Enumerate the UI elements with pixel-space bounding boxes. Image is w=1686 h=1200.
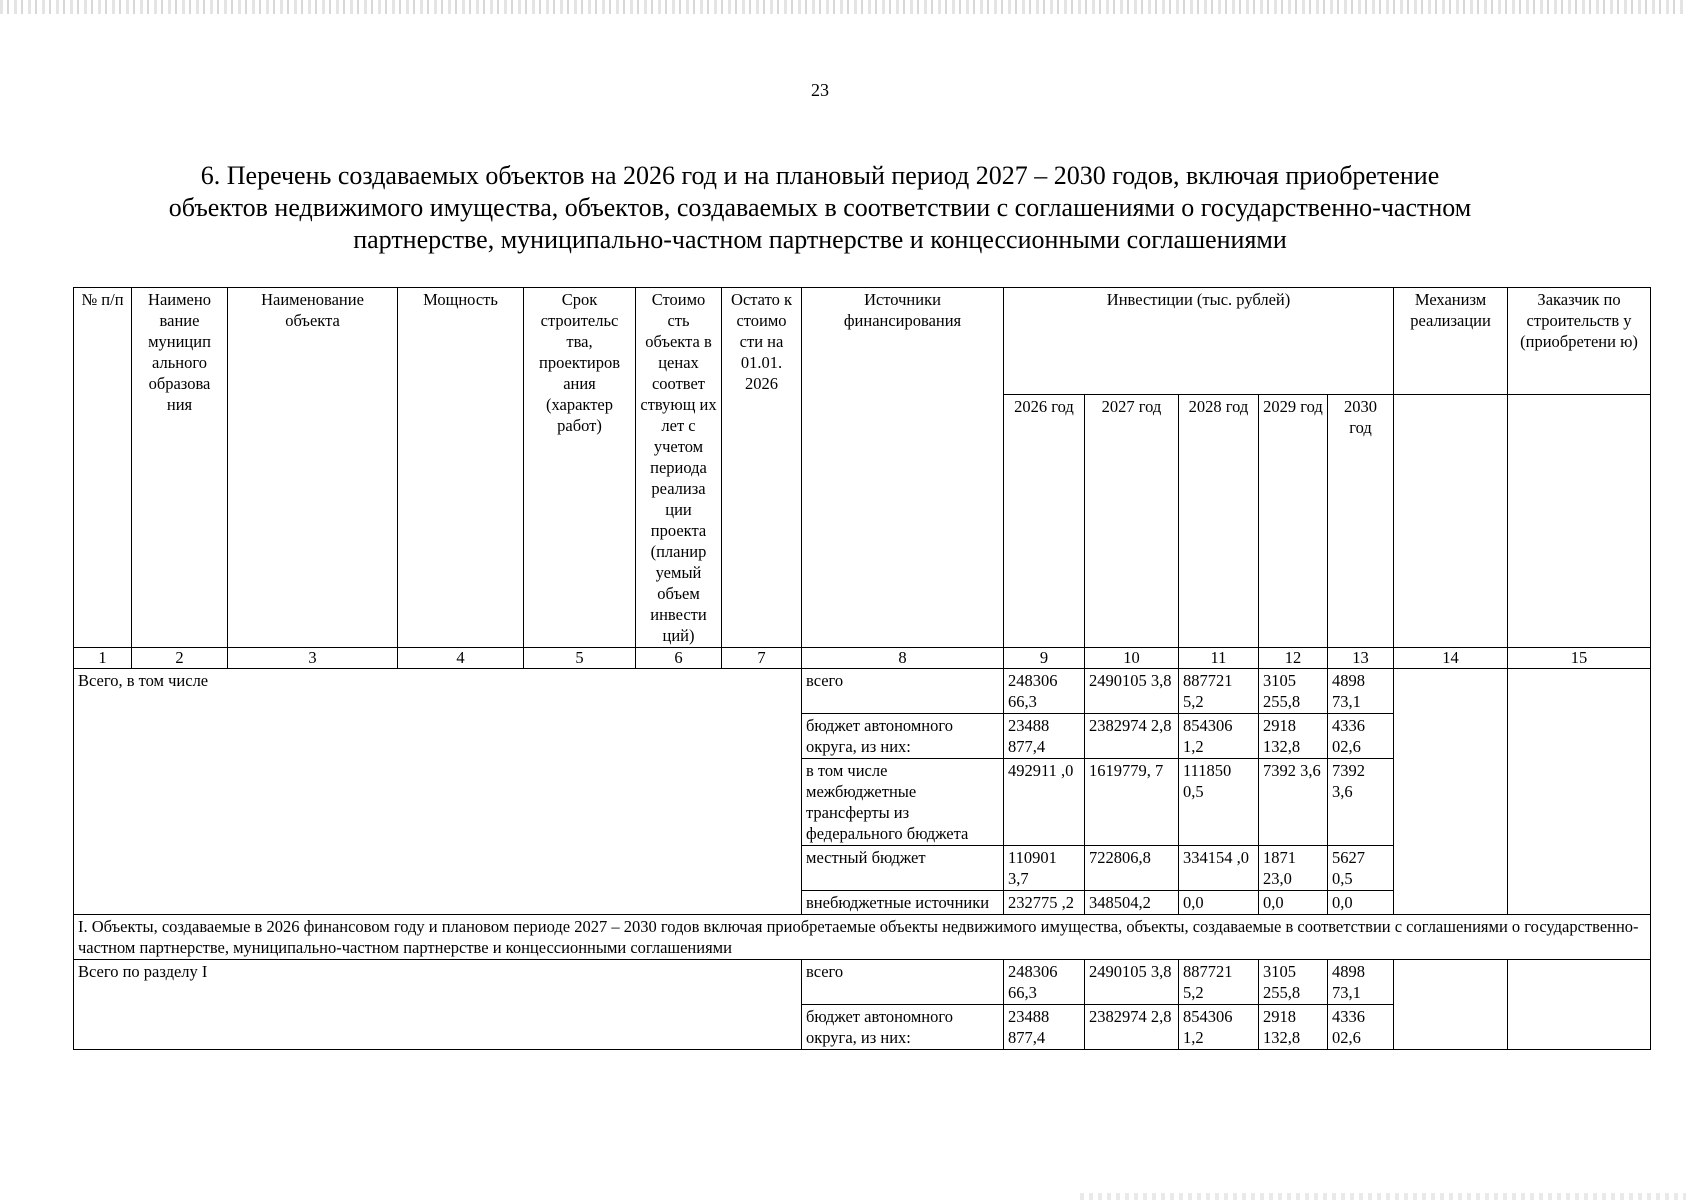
investment-value: 248306 66,3 bbox=[1004, 960, 1085, 1005]
header-capacity: Мощность bbox=[398, 288, 524, 648]
header-year: 2028 год bbox=[1179, 394, 1259, 647]
document-title bbox=[100, 160, 1540, 256]
investment-value: 3105 255,8 bbox=[1259, 960, 1328, 1005]
section-heading-row bbox=[74, 915, 1651, 960]
header-year: 2026 год bbox=[1004, 394, 1085, 647]
investment-value: 2490105 3,8 bbox=[1085, 669, 1179, 714]
column-numbers-row bbox=[74, 648, 1651, 669]
title-line: партнерстве, муниципально-частном партнерстве и концессионными соглашениями bbox=[353, 225, 1287, 254]
column-number: 7 bbox=[722, 648, 802, 669]
table-row bbox=[74, 960, 1651, 1005]
table-row bbox=[74, 669, 1651, 714]
column-number: 6 bbox=[636, 648, 722, 669]
header-customer-blank bbox=[1508, 394, 1651, 647]
header-row bbox=[74, 288, 1651, 395]
investment-value: 0,0 bbox=[1259, 891, 1328, 915]
mechanism-cell bbox=[1394, 960, 1508, 1050]
column-number: 15 bbox=[1508, 648, 1651, 669]
investment-value: 2382974 2,8 bbox=[1085, 1005, 1179, 1050]
column-number: 5 bbox=[524, 648, 636, 669]
section-heading: I. Объекты, создаваемые в 2026 финансовом году и плановом периоде 2027 – 2030 годов включая приобретаемые объекты недвижимого имущества, объекты, создаваемые в соответствии с соглашениями о государственно-частном партнерстве, муниципально-частном партнерстве и концессионными соглашениями bbox=[74, 915, 1651, 960]
column-number: 1 bbox=[74, 648, 132, 669]
investment-value: 4898 73,1 bbox=[1328, 669, 1394, 714]
investment-value: 887721 5,2 bbox=[1179, 669, 1259, 714]
column-number: 3 bbox=[228, 648, 398, 669]
header-year: 2030 год bbox=[1328, 394, 1394, 647]
investment-value: 854306 1,2 bbox=[1179, 714, 1259, 759]
customer-cell bbox=[1508, 669, 1651, 915]
investment-value: 2918 132,8 bbox=[1259, 714, 1328, 759]
header-customer: Заказчик по строительств у (приобретени ю) bbox=[1508, 288, 1651, 395]
title-line: объектов недвижимого имущества, объектов, создаваемых в соответствии с соглашениями о государственно-частном bbox=[168, 193, 1472, 222]
column-number: 4 bbox=[398, 648, 524, 669]
column-number: 10 bbox=[1085, 648, 1179, 669]
investment-value: 0,0 bbox=[1328, 891, 1394, 915]
investment-value: 3105 255,8 bbox=[1259, 669, 1328, 714]
investment-value: 4336 02,6 bbox=[1328, 1005, 1394, 1050]
investment-value: 23488 877,4 bbox=[1004, 1005, 1085, 1050]
header-mechanism-blank bbox=[1394, 394, 1508, 647]
mechanism-cell bbox=[1394, 669, 1508, 915]
page-number: 23 bbox=[811, 80, 829, 100]
funding-source: местный бюджет bbox=[802, 846, 1004, 891]
investment-value: 492911 ,0 bbox=[1004, 759, 1085, 846]
investment-value: 1871 23,0 bbox=[1259, 846, 1328, 891]
section-total-label: Всего по разделу I bbox=[74, 960, 802, 1050]
investment-value: 111850 0,5 bbox=[1179, 759, 1259, 846]
investment-value: 23488 877,4 bbox=[1004, 714, 1085, 759]
column-number: 14 bbox=[1394, 648, 1508, 669]
header-remaining-cost: Остато к стоимо сти на 01.01. 2026 bbox=[722, 288, 802, 648]
investment-value: 722806,8 bbox=[1085, 846, 1179, 891]
column-number: 11 bbox=[1179, 648, 1259, 669]
investment-value: 248306 66,3 bbox=[1004, 669, 1085, 714]
header-investments: Инвестиции (тыс. рублей) bbox=[1004, 288, 1394, 395]
header-number: № п/п bbox=[74, 288, 132, 648]
investment-value: 5627 0,5 bbox=[1328, 846, 1394, 891]
header-funding-sources: Источники финансирования bbox=[802, 288, 1004, 648]
investment-value: 0,0 bbox=[1179, 891, 1259, 915]
objects-table bbox=[73, 287, 1651, 1050]
total-label: Всего, в том числе bbox=[74, 669, 802, 915]
funding-source: бюджет автономного округа, из них: bbox=[802, 714, 1004, 759]
column-number: 13 bbox=[1328, 648, 1394, 669]
investment-value: 4898 73,1 bbox=[1328, 960, 1394, 1005]
column-number: 8 bbox=[802, 648, 1004, 669]
title-line: 6. Перечень создаваемых объектов на 2026 год и на плановый период 2027 – 2030 годов, включая приобретение bbox=[200, 161, 1440, 190]
funding-source: в том числе межбюджетные трансферты из федерального бюджета bbox=[802, 759, 1004, 846]
header-municipality: Наимено вание муницип ального образова ния bbox=[132, 288, 228, 648]
investment-value: 887721 5,2 bbox=[1179, 960, 1259, 1005]
header-year: 2027 год bbox=[1085, 394, 1179, 647]
investment-value: 854306 1,2 bbox=[1179, 1005, 1259, 1050]
investment-value: 2490105 3,8 bbox=[1085, 960, 1179, 1005]
header-year: 2029 год bbox=[1259, 394, 1328, 647]
investment-value: 2918 132,8 bbox=[1259, 1005, 1328, 1050]
column-number: 9 bbox=[1004, 648, 1085, 669]
funding-source: всего bbox=[802, 960, 1004, 1005]
scan-edge-bottom bbox=[1080, 1193, 1686, 1200]
investment-value: 334154 ,0 bbox=[1179, 846, 1259, 891]
funding-source: бюджет автономного округа, из них: bbox=[802, 1005, 1004, 1050]
column-number: 2 bbox=[132, 648, 228, 669]
customer-cell bbox=[1508, 960, 1651, 1050]
header-construction-period: Срок строительс тва, проектиров ания (характер работ) bbox=[524, 288, 636, 648]
funding-source: внебюджетные источники bbox=[802, 891, 1004, 915]
header-object-cost: Стоимо сть объекта в ценах соответ ствующ их лет с учетом периода реализа ции проекта (планир уемый объем инвести ций) bbox=[636, 288, 722, 648]
investment-value: 232775 ,2 bbox=[1004, 891, 1085, 915]
investment-value: 4336 02,6 bbox=[1328, 714, 1394, 759]
funding-source: всего bbox=[802, 669, 1004, 714]
investment-value: 348504,2 bbox=[1085, 891, 1179, 915]
column-number: 12 bbox=[1259, 648, 1328, 669]
header-mechanism: Механизм реализации bbox=[1394, 288, 1508, 395]
investment-value: 2382974 2,8 bbox=[1085, 714, 1179, 759]
investment-value: 1619779, 7 bbox=[1085, 759, 1179, 846]
header-object-name: Наименование объекта bbox=[228, 288, 398, 648]
scan-edge-top bbox=[0, 0, 1686, 14]
investment-value: 110901 3,7 bbox=[1004, 846, 1085, 891]
investment-value: 7392 3,6 bbox=[1328, 759, 1394, 846]
investment-value: 7392 3,6 bbox=[1259, 759, 1328, 846]
